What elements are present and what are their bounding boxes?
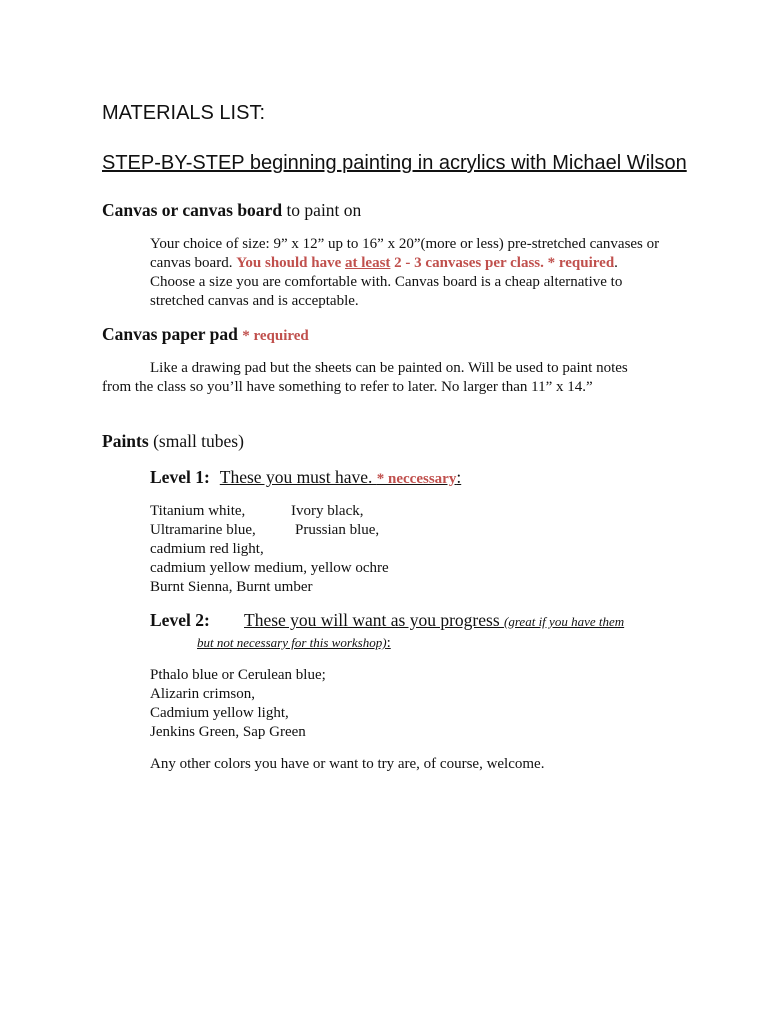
color-item: Ivory black,	[291, 503, 364, 519]
text: These you will want as you progress	[244, 610, 505, 630]
heading: Paints	[102, 431, 149, 451]
level-1-heading	[150, 466, 461, 490]
canvas-line-4: stretched canvas and is acceptable.	[150, 293, 359, 309]
required-note	[236, 255, 614, 271]
text: :	[386, 635, 391, 651]
color-item: Prussian blue,	[295, 522, 380, 538]
color-item: cadmium yellow medium, yellow ochre	[150, 560, 389, 576]
level-2-text	[244, 609, 624, 633]
text: 2 - 3 canvases per class. * required	[390, 255, 615, 271]
color-item: Burnt Sienna, Burnt umber	[150, 579, 313, 595]
paper-pad-line-1: Like a drawing pad but the sheets can be painted on. Will be used to paint notes	[150, 360, 628, 376]
heading-note: (small tubes)	[148, 431, 244, 451]
closing-note: Any other colors you have or want to try are, of course, welcome.	[150, 756, 545, 772]
page-title: MATERIALS LIST:	[102, 102, 266, 124]
text: You should have	[236, 255, 346, 271]
color-item: Cadmium yellow light,	[150, 705, 289, 721]
color-item: cadmium red light,	[150, 541, 264, 557]
heading-bold: Canvas or canvas board	[102, 200, 283, 220]
canvas-line-1: Your choice of size: 9” x 12” up to 16” x 20”(more or less) pre-stretched canvases or	[150, 236, 660, 252]
text: :	[456, 467, 462, 487]
level-text	[220, 467, 461, 487]
necessary-note: * neccessary	[376, 471, 457, 487]
level-label: Level 1:	[150, 467, 210, 487]
note: but not necessary for this workshop)	[197, 635, 387, 650]
page-subtitle: STEP-BY-STEP beginning painting in acrylics with Michael Wilson	[102, 152, 687, 174]
required-note: * required	[242, 328, 309, 344]
text: canvas board.	[150, 255, 237, 271]
level-2-note-cont	[197, 633, 391, 653]
text: .	[614, 255, 618, 271]
section-heading-canvas	[102, 199, 361, 221]
paper-pad-line-2: from the class so you’ll have something to refer to later. No larger than 11” x 14.”	[102, 379, 593, 395]
color-item: Ultramarine blue,	[150, 522, 256, 538]
heading: Canvas paper pad	[102, 324, 243, 344]
text: These you must have.	[219, 467, 377, 487]
color-item: Titanium white,	[150, 503, 246, 519]
note: (great if you have them	[504, 614, 625, 629]
section-heading-paper-pad	[102, 323, 309, 347]
color-item: Jenkins Green, Sap Green	[150, 724, 306, 740]
canvas-line-2	[150, 254, 618, 273]
canvas-line-3: Choose a size you are comfortable with. Canvas board is a cheap alternative to	[150, 274, 623, 290]
section-heading-paints	[102, 430, 244, 452]
color-item: Alizarin crimson,	[150, 686, 255, 702]
text: at least	[345, 255, 391, 271]
level-label: Level 2:	[150, 610, 210, 630]
level-2-heading	[150, 609, 210, 631]
heading-rest: to paint on	[282, 200, 362, 220]
color-item: Pthalo blue or Cerulean blue;	[150, 667, 326, 683]
